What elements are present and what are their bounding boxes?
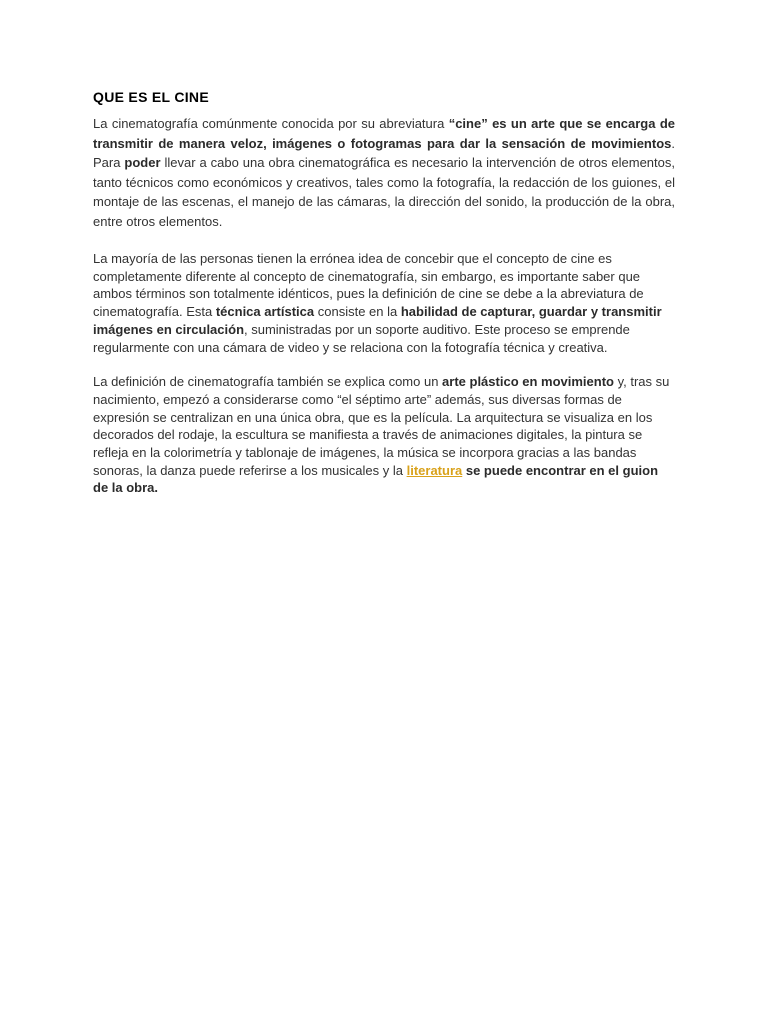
paragraph-1-text-3: llevar a cabo una obra cinematográfica es necesario la intervención de otros elementos, tanto técnicos como económicos y creativos, tales como la fotografía, la redacción de los guiones, el montaje de las escenas, el manejo de las cámaras, la dirección del sonido, la producción de la obra, entre otros elementos. bbox=[93, 155, 675, 229]
paragraph-2-bold-1: técnica artística bbox=[215, 304, 315, 320]
document-body bbox=[93, 88, 675, 514]
paragraph-3-bold-2: se puede encontrar en el guion de la obra. bbox=[93, 462, 659, 496]
paragraph-1-bold-1: “cine” es un arte que se encarga de transmitir de manera veloz, imágenes o fotogramas para dar la sensación de movimientos bbox=[93, 116, 676, 151]
paragraph-3 bbox=[93, 373, 675, 497]
paragraph-2-text-2: consiste en la bbox=[314, 304, 401, 320]
paragraph-2-text-3: , suministradas por un soporte auditivo. Este proceso se emprende regularmente con una cámara de video y se relaciona con la fotografía técnica y creativa. bbox=[93, 321, 630, 355]
paragraph-2-bold-2: habilidad de capturar, guardar y transmitir imágenes en circulación bbox=[93, 304, 662, 337]
document-title: QUE ES EL CINE bbox=[93, 89, 209, 105]
paragraph-1-bold-2: poder bbox=[124, 155, 161, 170]
paragraph-3-bold-1: arte plástico en movimiento bbox=[442, 374, 614, 390]
paragraph-3-text-1: La definición de cinematografía también se explica como un bbox=[93, 374, 443, 390]
paragraph-2-text-1: La mayoría de las personas tienen la errónea idea de concebir que el concepto de cine es completamente diferente al concepto de cinematografía, sin embargo, es importante saber que ambos términos son totalmente idénticos, pues la definición de cine se debe a la abreviatura de cinematografía. Esta bbox=[93, 251, 644, 320]
paragraph-1-text-2: . Para bbox=[93, 135, 675, 170]
paragraph-3-text-2: y, tras su nacimiento, empezó a considerarse como “el séptimo arte” además, sus diversas formas de expresión se centralizan en una única obra, que es la película. La arquitectura se visualiza en los decorados del rodaje, la escultura se manifiesta a través de animaciones digitales, la pintura se refleja en la colorimetría y tablonaje de imágenes, la música se incorpora gracias a las bandas sonoras, la danza puede referirse a los musicales y la bbox=[93, 374, 670, 478]
paragraph-1-text-1: La cinematografía comúnmente conocida por su abreviatura bbox=[93, 116, 449, 131]
paragraph-2 bbox=[93, 250, 675, 356]
literatura-link[interactable]: literatura bbox=[406, 462, 463, 478]
paragraph-1 bbox=[93, 114, 675, 231]
